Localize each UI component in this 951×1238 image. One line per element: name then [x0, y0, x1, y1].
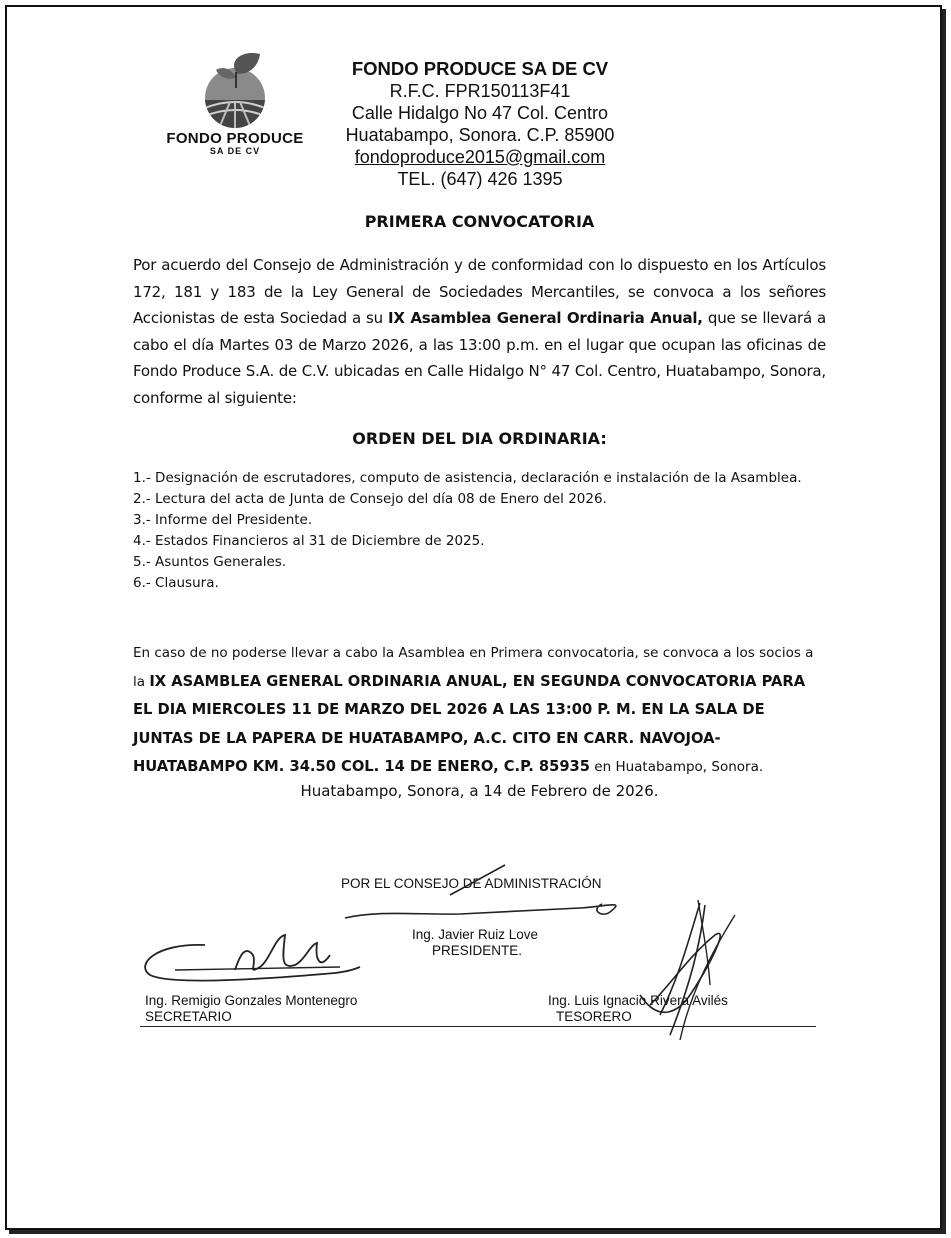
agenda-list [133, 468, 833, 594]
treasurer-role: TESORERO [556, 1009, 632, 1024]
intro-text-2: que se llevará a cabo el día Martes 03 de Marzo 2026, a las 13:00 p.m. en el lugar que ocupan las oficinas de Fondo Produce S.A. de C.V. ubicadas en Calle Hidalgo N° 47 Col. Centro, Huatabampo, Sonora, conforme al siguiente: [133, 309, 827, 407]
agenda-item: 3.- Informe del Presidente. [133, 512, 313, 528]
second-call-paragraph [133, 640, 826, 782]
president-name: Ing. Javier Ruiz Love [412, 927, 539, 942]
second-call-la: la [133, 673, 150, 690]
logo-subtitle: SA DE CV [209, 146, 261, 156]
company-header [320, 58, 640, 190]
council-header: POR EL CONSEJO DE ADMINISTRACIÓN [341, 876, 602, 891]
agenda-item: 2.- Lectura del acta de Junta de Consejo del día 08 de Enero del 2026. [133, 491, 607, 507]
treasurer-signature [620, 895, 750, 1045]
agenda-item: 6.- Clausura. [133, 575, 219, 591]
intro-text-1: Por acuerdo del Consejo de Administración y de conformidad con lo dispuesto en los Artículos 172, 181 y 183 de la Ley General de Sociedades Mercantiles, se convoca a los señores Accionistas de esta Sociedad a su [133, 256, 826, 327]
logo-wordmark: FONDO PRODUCE [166, 130, 304, 147]
company-phone: TEL. (647) 426 1395 [397, 169, 563, 189]
secretary-role: SECRETARIO [145, 1009, 232, 1024]
company-address: Calle Hidalgo No 47 Col. Centro [351, 103, 609, 123]
company-name: FONDO PRODUCE SA DE CV [351, 58, 609, 79]
secretary-signature [135, 925, 365, 995]
agenda-title: ORDEN DEL DIA ORDINARIA: [352, 429, 607, 448]
secretary-name: Ing. Remigio Gonzales Montenegro [145, 993, 358, 1008]
agenda-item: 4.- Estados Financieros al 31 de Diciembre de 2025. [133, 533, 485, 549]
president-signature [340, 860, 640, 930]
second-call-tail: en Huatabampo, Sonora. [590, 759, 764, 775]
treasurer-name: Ing. Luis Ignacio Rivera Avilés [548, 993, 728, 1008]
intro-assembly-name: IX Asamblea General Ordinaria Anual, [388, 309, 703, 327]
company-city: Huatabampo, Sonora. C.P. 85900 [345, 125, 615, 145]
company-rfc: R.F.C. FPR150113F41 [389, 81, 571, 101]
notice-title: PRIMERA CONVOCATORIA [364, 212, 595, 231]
agenda-item: 5.- Asuntos Generales. [133, 554, 287, 570]
dateline: Huatabampo, Sonora, a 14 de Febrero de 2026. [300, 782, 659, 800]
company-email-link[interactable]: fondoproduce2015@gmail.com [354, 147, 606, 167]
second-call-details: IX ASAMBLEA GENERAL ORDINARIA ANUAL, EN SEGUNDA CONVOCATORIA PARA EL DIA MIERCOLES 11 DE MARZO DEL 2026 A LAS 13:00 P. M. EN LA SALA DE JUNTAS DE LA PAPERA DE HUATABAMPO, A.C. CITO EN CARR. NAVOJOA-HUATABAMPO KM. 34.50 COL. 14 DE ENERO, C.P. 85935 [133, 672, 806, 775]
second-call-lead: En caso de no poderse llevar a cabo la Asamblea en Primera convocatoria, se convoca a los socios a [133, 645, 814, 661]
president-role: PRESIDENTE. [432, 943, 523, 958]
agenda-item: 1.- Designación de escrutadores, computo de asistencia, declaración e instalación de la Asamblea. [133, 470, 802, 486]
intro-paragraph [133, 252, 826, 411]
